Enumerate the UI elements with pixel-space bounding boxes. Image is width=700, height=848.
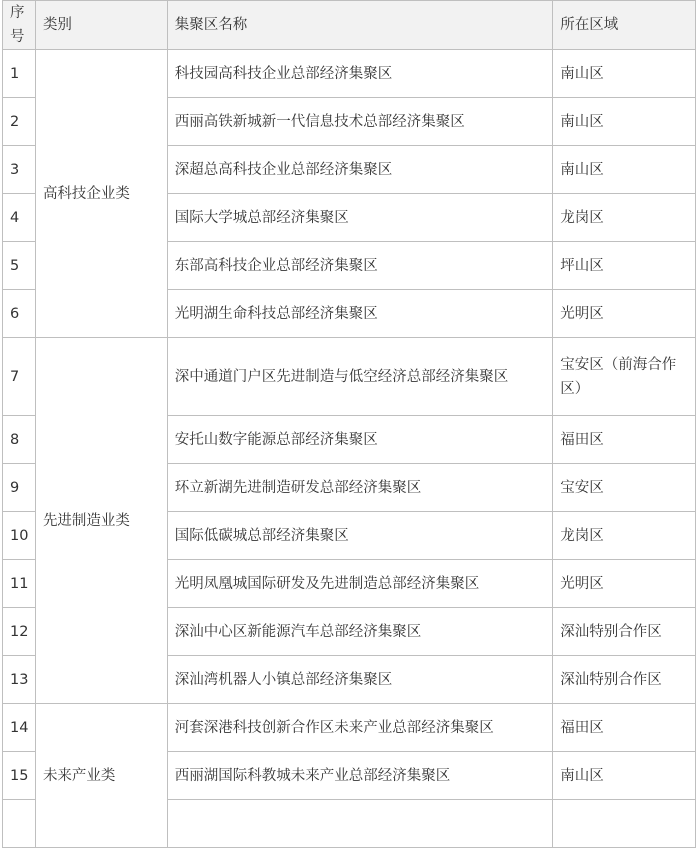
row-index: 9 <box>3 464 36 512</box>
cluster-name: 深超总高科技企业总部经济集聚区 <box>167 146 552 194</box>
district: 光明区 <box>553 290 696 338</box>
district: 南山区 <box>553 98 696 146</box>
district: 龙岗区 <box>553 512 696 560</box>
cluster-name: 深汕中心区新能源汽车总部经济集聚区 <box>167 608 552 656</box>
cluster-name: 西丽高铁新城新一代信息技术总部经济集聚区 <box>167 98 552 146</box>
row-index: 1 <box>3 50 36 98</box>
district: 南山区 <box>553 752 696 800</box>
hq-cluster-table <box>2 0 696 848</box>
category-cell: 先进制造业类 <box>35 338 167 704</box>
district: 深汕特别合作区 <box>553 608 696 656</box>
row-index: 10 <box>3 512 36 560</box>
cluster-name: 国际大学城总部经济集聚区 <box>167 194 552 242</box>
table-row <box>3 704 696 752</box>
row-index: 14 <box>3 704 36 752</box>
header-index: 序号 <box>3 1 36 50</box>
header-district: 所在区域 <box>553 1 696 50</box>
district: 宝安区 <box>553 464 696 512</box>
row-index: 2 <box>3 98 36 146</box>
cluster-name: 西丽湖国际科教城未来产业总部经济集聚区 <box>167 752 552 800</box>
cluster-name-empty <box>167 800 552 848</box>
row-index: 3 <box>3 146 36 194</box>
district: 坪山区 <box>553 242 696 290</box>
district: 宝安区（前海合作区） <box>553 338 696 416</box>
cluster-name: 环立新湖先进制造研发总部经济集聚区 <box>167 464 552 512</box>
row-index: 12 <box>3 608 36 656</box>
row-index: 13 <box>3 656 36 704</box>
district: 福田区 <box>553 704 696 752</box>
cluster-name: 河套深港科技创新合作区未来产业总部经济集聚区 <box>167 704 552 752</box>
cluster-name: 深汕湾机器人小镇总部经济集聚区 <box>167 656 552 704</box>
cluster-name: 科技园高科技企业总部经济集聚区 <box>167 50 552 98</box>
cluster-name: 光明凤凰城国际研发及先进制造总部经济集聚区 <box>167 560 552 608</box>
district-empty <box>553 800 696 848</box>
table-header-row <box>3 1 696 50</box>
district: 南山区 <box>553 146 696 194</box>
row-index: 4 <box>3 194 36 242</box>
row-index: 15 <box>3 752 36 800</box>
cluster-name: 国际低碳城总部经济集聚区 <box>167 512 552 560</box>
district: 南山区 <box>553 50 696 98</box>
category-cell: 高科技企业类 <box>35 50 167 338</box>
district: 光明区 <box>553 560 696 608</box>
row-index: 5 <box>3 242 36 290</box>
cluster-name: 东部高科技企业总部经济集聚区 <box>167 242 552 290</box>
row-index: 6 <box>3 290 36 338</box>
district: 福田区 <box>553 416 696 464</box>
cluster-name: 安托山数字能源总部经济集聚区 <box>167 416 552 464</box>
row-index: 7 <box>3 338 36 416</box>
row-index-empty <box>3 800 36 848</box>
table-row <box>3 50 696 98</box>
district: 龙岗区 <box>553 194 696 242</box>
header-cluster-name: 集聚区名称 <box>167 1 552 50</box>
cluster-name: 光明湖生命科技总部经济集聚区 <box>167 290 552 338</box>
cluster-name: 深中通道门户区先进制造与低空经济总部经济集聚区 <box>167 338 552 416</box>
row-index: 11 <box>3 560 36 608</box>
table-row <box>3 338 696 416</box>
category-cell: 未来产业类 <box>35 704 167 848</box>
row-index: 8 <box>3 416 36 464</box>
header-category: 类别 <box>35 1 167 50</box>
district: 深汕特别合作区 <box>553 656 696 704</box>
